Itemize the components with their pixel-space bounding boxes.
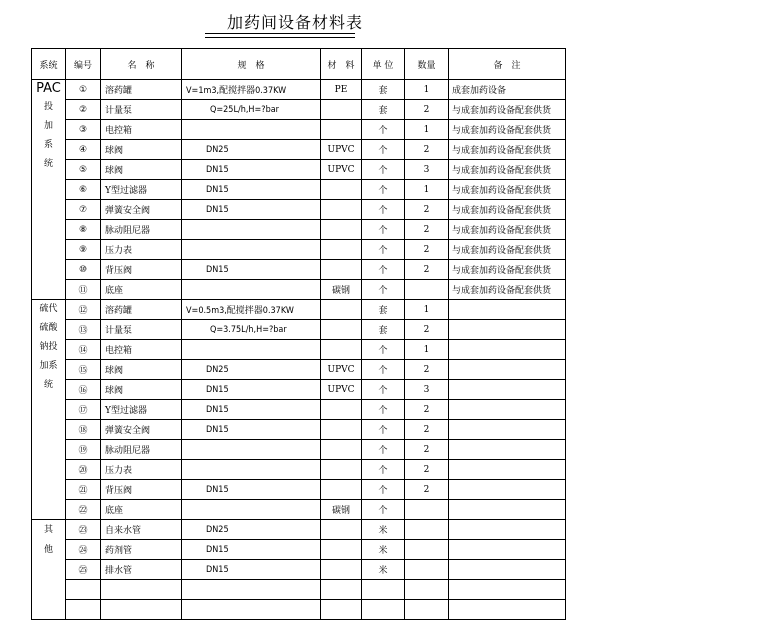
- table-row: [32, 320, 566, 340]
- item-unit: 套: [362, 320, 405, 340]
- circled-number: ⑨: [78, 244, 88, 255]
- item-material: [321, 220, 362, 240]
- empty-cell: [362, 600, 405, 620]
- circled-number: ⑮: [78, 366, 88, 376]
- empty-cell: [449, 600, 566, 620]
- item-name: 背压阀: [101, 480, 182, 500]
- circled-number: ㉔: [78, 546, 88, 556]
- item-name: 溶药罐: [101, 80, 182, 100]
- item-note: [449, 360, 566, 380]
- item-number: [66, 200, 101, 220]
- item-note: 与成套加药设备配套供货: [449, 280, 566, 300]
- item-material: [321, 240, 362, 260]
- circled-number: ④: [78, 144, 88, 155]
- item-qty: 2: [405, 320, 449, 340]
- item-note: [449, 380, 566, 400]
- circled-number: ㉑: [78, 486, 88, 496]
- system-group-abbr: PAC: [36, 81, 61, 96]
- item-material: 碳钢: [321, 500, 362, 520]
- item-number: [66, 540, 101, 560]
- item-material: [321, 520, 362, 540]
- item-unit: 个: [362, 500, 405, 520]
- table-row: [32, 220, 566, 240]
- table-row: [32, 280, 566, 300]
- item-spec: DN15: [182, 260, 321, 280]
- circled-number: ⑪: [78, 286, 88, 296]
- item-material: [321, 260, 362, 280]
- circled-number: ⑰: [78, 406, 88, 416]
- header-spec: 规 格: [182, 49, 321, 80]
- item-name: 底座: [101, 280, 182, 300]
- item-name: 球阀: [101, 140, 182, 160]
- item-unit: 个: [362, 400, 405, 420]
- item-number: [66, 480, 101, 500]
- item-material: [321, 100, 362, 120]
- item-number: [66, 280, 101, 300]
- empty-cell: [449, 580, 566, 600]
- circled-number: ⑩: [78, 264, 88, 275]
- item-spec: DN15: [182, 160, 321, 180]
- item-name: 自来水管: [101, 520, 182, 540]
- item-note: [449, 520, 566, 540]
- item-unit: 米: [362, 520, 405, 540]
- item-name: 压力表: [101, 240, 182, 260]
- item-unit: 个: [362, 460, 405, 480]
- item-unit: 个: [362, 260, 405, 280]
- item-material: [321, 300, 362, 320]
- empty-cell: [66, 600, 101, 620]
- item-spec: Q=3.75L/h,H=?bar: [182, 320, 321, 340]
- item-name: 计量泵: [101, 100, 182, 120]
- item-name: 弹簧安全阀: [101, 200, 182, 220]
- item-note: 与成套加药设备配套供货: [449, 200, 566, 220]
- table-row: [32, 300, 566, 320]
- item-qty: 2: [405, 240, 449, 260]
- item-qty: 2: [405, 100, 449, 120]
- item-qty: 1: [405, 300, 449, 320]
- table-row: [32, 380, 566, 400]
- item-material: [321, 320, 362, 340]
- item-note: [449, 460, 566, 480]
- item-note: 与成套加药设备配套供货: [449, 120, 566, 140]
- header-note: 备 注: [449, 49, 566, 80]
- header-name: 名 称: [101, 49, 182, 80]
- item-name: 电控箱: [101, 120, 182, 140]
- item-qty: 1: [405, 340, 449, 360]
- item-unit: 个: [362, 360, 405, 380]
- item-unit: 个: [362, 120, 405, 140]
- item-material: UPVC: [321, 380, 362, 400]
- item-spec: [182, 340, 321, 360]
- header-qty: 数量: [405, 49, 449, 80]
- system-group-label: 投加系统: [43, 102, 53, 169]
- item-qty: 2: [405, 220, 449, 240]
- item-spec: [182, 220, 321, 240]
- table-row: [32, 420, 566, 440]
- item-note: [449, 420, 566, 440]
- empty-cell: [182, 600, 321, 620]
- item-name: 背压阀: [101, 260, 182, 280]
- item-spec: DN15: [182, 380, 321, 400]
- item-spec: V=1m3,配搅拌器0.37KW: [182, 80, 321, 100]
- item-number: [66, 340, 101, 360]
- item-number: [66, 380, 101, 400]
- empty-cell: [321, 580, 362, 600]
- item-name: 脉动阻尼器: [101, 220, 182, 240]
- table-title: 加药间设备材料表: [227, 13, 364, 32]
- item-number: [66, 520, 101, 540]
- item-note: [449, 400, 566, 420]
- circled-number: ⑫: [78, 306, 88, 316]
- table-row: [32, 520, 566, 540]
- item-unit: 个: [362, 340, 405, 360]
- item-name: 球阀: [101, 360, 182, 380]
- item-name: 计量泵: [101, 320, 182, 340]
- item-number: [66, 120, 101, 140]
- item-material: [321, 200, 362, 220]
- item-note: [449, 320, 566, 340]
- circled-number: ⑭: [78, 346, 88, 356]
- circled-number: ㉒: [78, 506, 88, 516]
- item-spec: DN15: [182, 540, 321, 560]
- item-spec: DN15: [182, 420, 321, 440]
- item-note: 成套加药设备: [449, 80, 566, 100]
- item-unit: 套: [362, 80, 405, 100]
- item-name: 弹簧安全阀: [101, 420, 182, 440]
- system-group-cell: [32, 520, 66, 620]
- item-note: 与成套加药设备配套供货: [449, 240, 566, 260]
- item-number: [66, 160, 101, 180]
- header-system: 系统: [32, 49, 66, 80]
- item-spec: [182, 240, 321, 260]
- header-material: 材 料: [321, 49, 362, 80]
- system-group-label: 其他: [43, 525, 53, 555]
- item-name: Y型过滤器: [101, 180, 182, 200]
- item-qty: 2: [405, 140, 449, 160]
- item-material: UPVC: [321, 140, 362, 160]
- table-row: [32, 160, 566, 180]
- item-unit: 米: [362, 560, 405, 580]
- empty-cell: [66, 580, 101, 600]
- circled-number: ⑯: [78, 386, 88, 396]
- circled-number: ㉓: [78, 526, 88, 536]
- table-row: [32, 540, 566, 560]
- item-number: [66, 420, 101, 440]
- item-note: [449, 540, 566, 560]
- item-spec: DN25: [182, 360, 321, 380]
- item-number: [66, 180, 101, 200]
- empty-cell: [405, 580, 449, 600]
- item-name: 底座: [101, 500, 182, 520]
- item-spec: Q=25L/h,H=?bar: [182, 100, 321, 120]
- circled-number: ⑬: [78, 326, 88, 336]
- item-unit: 个: [362, 280, 405, 300]
- item-note: [449, 480, 566, 500]
- item-material: [321, 400, 362, 420]
- item-qty: 2: [405, 260, 449, 280]
- item-note: 与成套加药设备配套供货: [449, 220, 566, 240]
- circled-number: ⑧: [78, 224, 88, 235]
- item-spec: V=0.5m3,配搅拌器0.37KW: [182, 300, 321, 320]
- item-number: [66, 460, 101, 480]
- circled-number: ⑲: [78, 446, 88, 456]
- item-name: 脉动阻尼器: [101, 440, 182, 460]
- item-number: [66, 140, 101, 160]
- item-note: [449, 560, 566, 580]
- circled-number: ⑥: [78, 184, 88, 195]
- item-unit: 个: [362, 200, 405, 220]
- item-spec: [182, 460, 321, 480]
- item-name: 药剂管: [101, 540, 182, 560]
- item-qty: 2: [405, 460, 449, 480]
- item-name: Y型过滤器: [101, 400, 182, 420]
- table-row: [32, 460, 566, 480]
- item-material: [321, 180, 362, 200]
- item-note: [449, 300, 566, 320]
- item-material: UPVC: [321, 160, 362, 180]
- item-material: [321, 560, 362, 580]
- item-qty: 2: [405, 360, 449, 380]
- table-row: [32, 600, 566, 620]
- table-row: [32, 440, 566, 460]
- item-number: [66, 300, 101, 320]
- table-row: [32, 360, 566, 380]
- empty-cell: [101, 580, 182, 600]
- table-row: [32, 100, 566, 120]
- item-note: 与成套加药设备配套供货: [449, 140, 566, 160]
- item-unit: 个: [362, 480, 405, 500]
- table-row: [32, 180, 566, 200]
- item-spec: DN15: [182, 180, 321, 200]
- item-spec: [182, 280, 321, 300]
- system-group-cell: [32, 300, 66, 520]
- item-material: UPVC: [321, 360, 362, 380]
- item-note: [449, 440, 566, 460]
- item-material: [321, 120, 362, 140]
- system-group-cell: [32, 80, 66, 300]
- item-qty: 3: [405, 160, 449, 180]
- item-spec: DN15: [182, 480, 321, 500]
- item-number: [66, 400, 101, 420]
- item-number: [66, 220, 101, 240]
- item-qty: [405, 560, 449, 580]
- table-row: [32, 120, 566, 140]
- item-unit: 个: [362, 180, 405, 200]
- item-material: [321, 440, 362, 460]
- empty-cell: [182, 580, 321, 600]
- item-qty: 2: [405, 420, 449, 440]
- item-qty: 1: [405, 80, 449, 100]
- item-qty: [405, 540, 449, 560]
- header-no: 编号: [66, 49, 101, 80]
- item-name: 电控箱: [101, 340, 182, 360]
- item-note: 与成套加药设备配套供货: [449, 160, 566, 180]
- item-unit: 个: [362, 380, 405, 400]
- item-qty: 2: [405, 480, 449, 500]
- circled-number: ㉕: [78, 566, 88, 576]
- title-underline: [205, 33, 355, 34]
- item-material: [321, 460, 362, 480]
- item-material: PE: [321, 80, 362, 100]
- item-spec: DN25: [182, 140, 321, 160]
- item-number: [66, 360, 101, 380]
- circled-number: ①: [78, 84, 88, 95]
- empty-cell: [362, 580, 405, 600]
- item-spec: DN15: [182, 560, 321, 580]
- empty-cell: [405, 600, 449, 620]
- item-material: [321, 340, 362, 360]
- table-row: [32, 340, 566, 360]
- item-number: [66, 320, 101, 340]
- item-name: 压力表: [101, 460, 182, 480]
- item-material: [321, 480, 362, 500]
- item-qty: 3: [405, 380, 449, 400]
- circled-number: ⑤: [78, 164, 88, 175]
- empty-cell: [321, 600, 362, 620]
- item-material: 碳钢: [321, 280, 362, 300]
- circled-number: ⑦: [78, 204, 88, 215]
- circled-number: ②: [78, 104, 88, 115]
- table-row: [32, 580, 566, 600]
- item-spec: DN15: [182, 400, 321, 420]
- header-unit: 单 位: [362, 49, 405, 80]
- item-name: 排水管: [101, 560, 182, 580]
- equipment-material-table: [31, 48, 566, 620]
- item-number: [66, 560, 101, 580]
- item-unit: 个: [362, 160, 405, 180]
- item-unit: 个: [362, 220, 405, 240]
- item-number: [66, 240, 101, 260]
- table-row: [32, 500, 566, 520]
- item-qty: 1: [405, 180, 449, 200]
- table-row: [32, 260, 566, 280]
- table-row: [32, 200, 566, 220]
- item-note: [449, 500, 566, 520]
- empty-cell: [101, 600, 182, 620]
- item-unit: 套: [362, 300, 405, 320]
- item-number: [66, 100, 101, 120]
- item-qty: 2: [405, 200, 449, 220]
- system-group-label: 硫代硫酸钠投加系统: [39, 304, 58, 390]
- item-number: [66, 440, 101, 460]
- item-note: 与成套加药设备配套供货: [449, 260, 566, 280]
- item-unit: 套: [362, 100, 405, 120]
- item-number: [66, 500, 101, 520]
- item-name: 球阀: [101, 160, 182, 180]
- circled-number: ⑳: [78, 466, 88, 476]
- item-qty: [405, 500, 449, 520]
- table-row: [32, 140, 566, 160]
- item-name: 球阀: [101, 380, 182, 400]
- item-material: [321, 420, 362, 440]
- item-spec: DN15: [182, 200, 321, 220]
- table-row: [32, 560, 566, 580]
- item-qty: 2: [405, 400, 449, 420]
- table-row: [32, 400, 566, 420]
- item-note: [449, 340, 566, 360]
- table-row: [32, 80, 566, 100]
- title-underline-2: [205, 37, 355, 38]
- item-qty: [405, 280, 449, 300]
- item-note: 与成套加药设备配套供货: [449, 100, 566, 120]
- item-spec: [182, 500, 321, 520]
- item-qty: [405, 520, 449, 540]
- item-spec: [182, 440, 321, 460]
- item-name: 溶药罐: [101, 300, 182, 320]
- item-unit: 个: [362, 240, 405, 260]
- item-unit: 个: [362, 140, 405, 160]
- item-qty: 1: [405, 120, 449, 140]
- circled-number: ③: [78, 124, 88, 135]
- item-number: [66, 80, 101, 100]
- circled-number: ⑱: [78, 426, 88, 436]
- item-unit: 个: [362, 420, 405, 440]
- item-spec: DN25: [182, 520, 321, 540]
- item-unit: 个: [362, 440, 405, 460]
- item-number: [66, 260, 101, 280]
- table-row: [32, 240, 566, 260]
- table-row: [32, 480, 566, 500]
- item-material: [321, 540, 362, 560]
- header-row: [32, 49, 566, 80]
- item-unit: 米: [362, 540, 405, 560]
- item-note: 与成套加药设备配套供货: [449, 180, 566, 200]
- item-qty: 2: [405, 440, 449, 460]
- item-spec: [182, 120, 321, 140]
